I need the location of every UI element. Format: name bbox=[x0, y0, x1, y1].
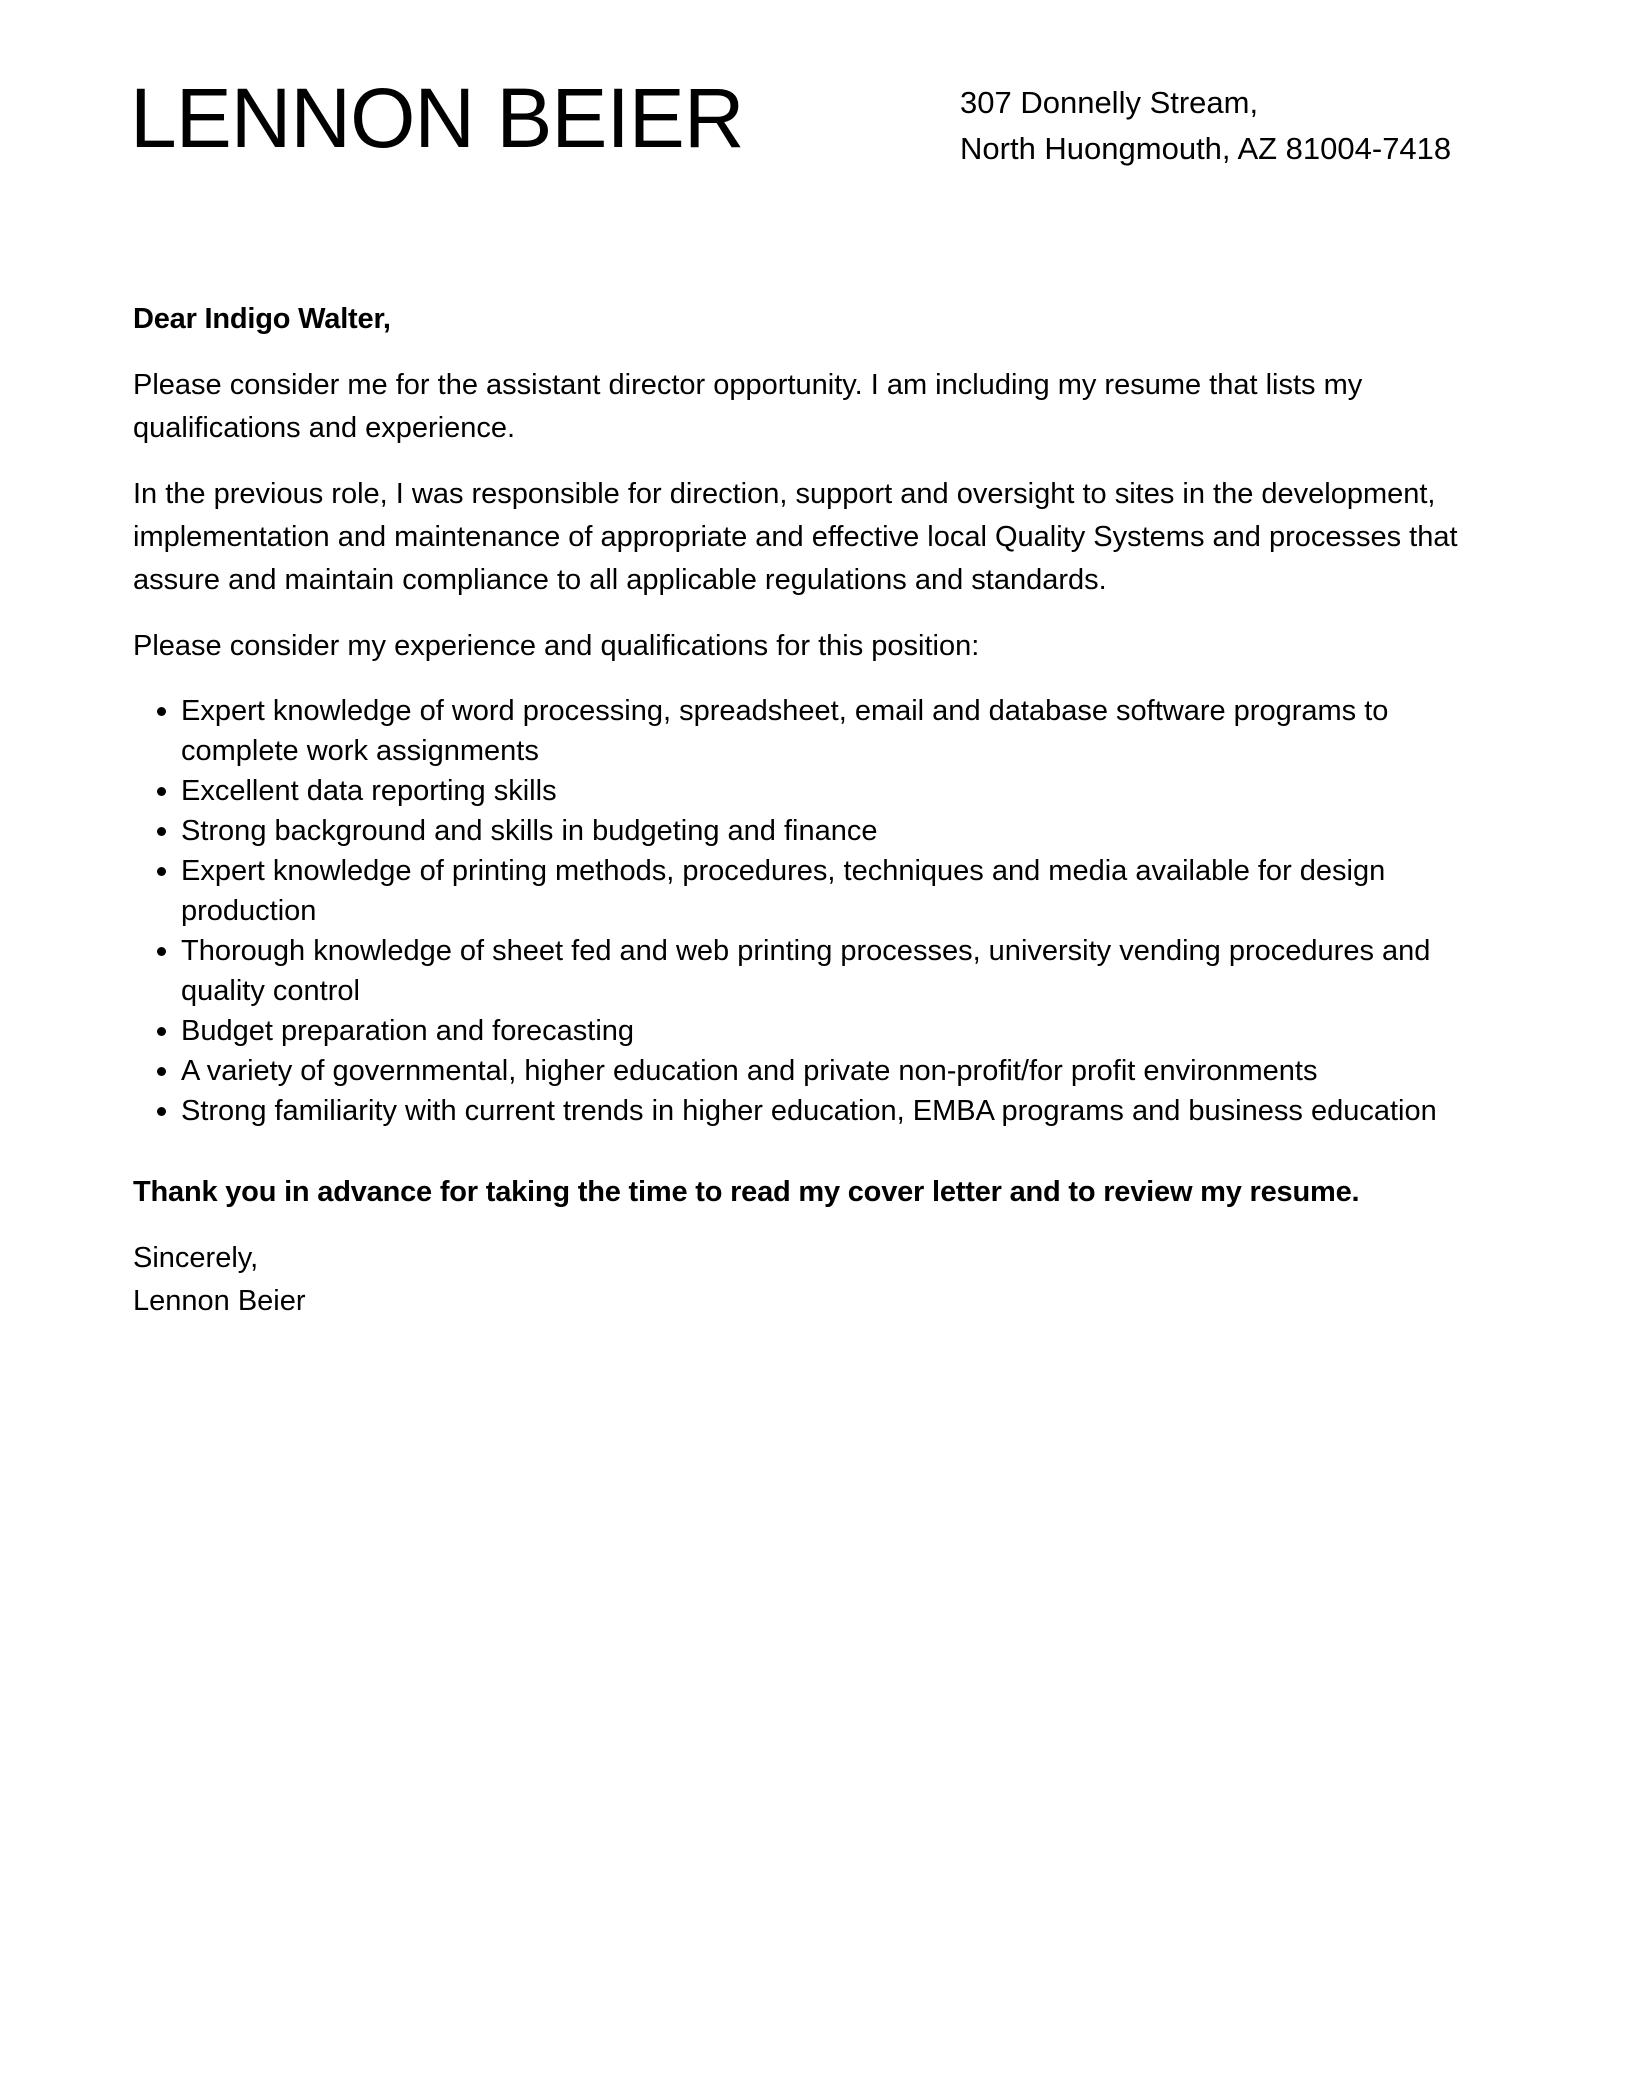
list-item-text: Expert knowledge of word processing, spreadsheet, email and database software programs to complete work assignments bbox=[181, 695, 1389, 767]
list-item-text: Excellent data reporting skills bbox=[181, 775, 557, 807]
list-item-text: Thorough knowledge of sheet fed and web printing processes, university vending procedures and quality control bbox=[181, 935, 1431, 1007]
list-item-text: Strong familiarity with current trends in higher education, EMBA programs and business education bbox=[181, 1095, 1437, 1127]
closing-statement: Thank you in advance for taking the time to read my cover letter and to review my resume. bbox=[133, 1176, 1360, 1208]
qualifications-list bbox=[133, 691, 1493, 1131]
bullet-icon bbox=[157, 707, 166, 716]
intro-paragraph: Please consider me for the assistant director opportunity. I am including my resume that lists my qualifications and experience. bbox=[133, 369, 1363, 444]
address-line-2: North Huongmouth, AZ 81004-7418 bbox=[960, 131, 1452, 166]
qualifications-intro: Please consider my experience and qualifications for this position: bbox=[133, 630, 980, 662]
bullet-icon bbox=[157, 787, 166, 796]
list-item-text: A variety of governmental, higher education and private non-profit/for profit environments bbox=[181, 1055, 1318, 1087]
experience-paragraph: In the previous role, I was responsible for direction, support and oversight to sites in the development, implementation and maintenance of appropriate and effective local Quality Systems and processes that assure and maintain compliance to all applicable regulations and standards. bbox=[133, 478, 1458, 596]
list-item bbox=[133, 1011, 1493, 1051]
sign-off: Sincerely, bbox=[133, 1242, 259, 1274]
list-item bbox=[133, 931, 1493, 1011]
signature-block bbox=[133, 1237, 1493, 1323]
bullet-icon bbox=[157, 1067, 166, 1076]
list-item bbox=[133, 771, 1493, 811]
applicant-address bbox=[960, 80, 1451, 172]
applicant-name: LENNON BEIER bbox=[130, 71, 744, 165]
bullet-icon bbox=[157, 867, 166, 876]
bullet-icon bbox=[157, 947, 166, 956]
list-item bbox=[133, 811, 1493, 851]
list-item-text: Budget preparation and forecasting bbox=[181, 1015, 635, 1047]
salutation: Dear Indigo Walter, bbox=[133, 303, 391, 335]
letter-body bbox=[133, 298, 1493, 1323]
bullet-icon bbox=[157, 827, 166, 836]
list-item bbox=[133, 851, 1493, 931]
list-item bbox=[133, 691, 1493, 771]
list-item bbox=[133, 1091, 1493, 1131]
signature-name: Lennon Beier bbox=[133, 1285, 306, 1317]
list-item-text: Expert knowledge of printing methods, procedures, techniques and media available for design production bbox=[181, 855, 1386, 927]
address-line-1: 307 Donnelly Stream, bbox=[960, 85, 1259, 120]
list-item bbox=[133, 1051, 1493, 1091]
list-item-text: Strong background and skills in budgeting and finance bbox=[181, 815, 878, 847]
bullet-icon bbox=[157, 1027, 166, 1036]
bullet-icon bbox=[157, 1107, 166, 1116]
